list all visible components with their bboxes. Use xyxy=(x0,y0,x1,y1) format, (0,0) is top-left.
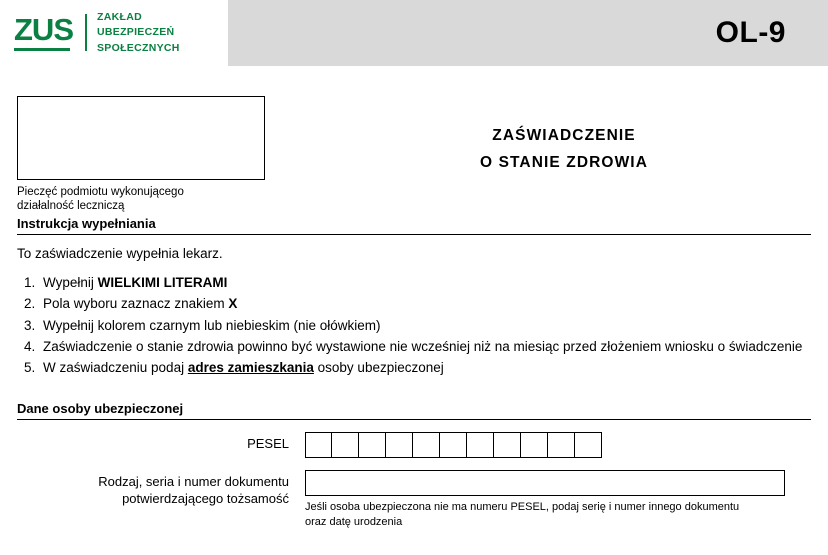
identity-document-note-line-1: Jeśli osoba ubezpieczona nie ma numeru PESEL, podaj serię i numer innego dokumentu xyxy=(305,501,740,514)
stamp-field[interactable] xyxy=(17,96,265,180)
instruction-bold-1: WIELKIMI LITERAMI xyxy=(97,275,228,290)
instruction-text-1: Wypełnij xyxy=(43,275,98,290)
list-item xyxy=(39,337,811,357)
instruction-text-5-suffix: osoby ubezpieczonej xyxy=(313,360,444,375)
pesel-cell[interactable] xyxy=(332,432,359,458)
stamp-caption-line-1: Pieczęć podmiotu wykonującego xyxy=(17,186,184,198)
page-title-line-1: ZAŚWIADCZENIE xyxy=(492,127,636,144)
instruction-text-5: W zaświadczeniu podaj xyxy=(43,360,188,375)
instructions-intro: To zaświadczenie wypełnia lekarz. xyxy=(17,246,223,261)
page-title-line-2: O STANIE ZDROWIA xyxy=(480,154,648,172)
list-item xyxy=(39,358,811,378)
institution-name xyxy=(97,10,180,56)
pesel-cell[interactable] xyxy=(548,432,575,458)
instruction-text-4: Zaświadczenie o stanie zdrowia powinno być wystawione nie wcześniej niż na miesiąc przed złożeniem wniosku o świadczenie xyxy=(43,338,803,354)
pesel-cell[interactable] xyxy=(440,432,467,458)
identity-document-input[interactable] xyxy=(305,470,785,496)
list-item xyxy=(39,273,811,293)
instructions-list xyxy=(17,273,811,378)
list-item xyxy=(39,316,811,336)
zus-logo-text: ZUS xyxy=(14,11,73,47)
institution-line-2: UBEZPIECZEŃ xyxy=(97,26,175,39)
pesel-input[interactable] xyxy=(305,432,602,458)
zus-logo-icon xyxy=(14,11,87,51)
pesel-row xyxy=(17,432,811,458)
pesel-cell[interactable] xyxy=(467,432,494,458)
pesel-cell[interactable] xyxy=(359,432,386,458)
pesel-cell[interactable] xyxy=(521,432,548,458)
instruction-text-2: Pola wyboru zaznacz znakiem xyxy=(43,296,229,312)
identity-document-field-wrap xyxy=(305,470,785,529)
pesel-cell[interactable] xyxy=(494,432,521,458)
identity-document-note xyxy=(305,500,785,529)
pesel-cell[interactable] xyxy=(305,432,332,458)
list-item xyxy=(39,294,811,314)
identity-document-label-line-2: potwierdzającego tożsamość xyxy=(122,491,289,507)
stamp-and-title-section xyxy=(0,66,828,216)
stamp-caption-line-2: działalność leczniczą xyxy=(17,200,125,213)
instruction-link-address: adres zamieszkania xyxy=(187,360,314,375)
identity-document-note-line-2: oraz datę urodzenia xyxy=(305,515,403,528)
identity-document-row xyxy=(17,470,811,529)
pesel-cell[interactable] xyxy=(575,432,602,458)
identity-document-label-line-1: Rodzaj, seria i numer dokumentu xyxy=(98,474,289,490)
instruction-text-3: Wypełnij kolorem czarnym lub niebieskim (nie ołówkiem) xyxy=(43,317,381,333)
pesel-label: PESEL xyxy=(247,436,289,452)
spacer xyxy=(0,379,828,401)
page-title xyxy=(330,122,798,176)
instructions-section xyxy=(17,216,811,378)
institution-line-3: SPOŁECZNYCH xyxy=(97,41,180,54)
form-code: OL-9 xyxy=(715,16,786,49)
instructions-heading: Instrukcja wypełniania xyxy=(17,216,811,235)
zus-logo-underline xyxy=(14,48,70,51)
pesel-cell[interactable] xyxy=(413,432,440,458)
insured-data-section xyxy=(17,401,811,529)
identity-document-label xyxy=(17,470,305,508)
form-header xyxy=(0,0,828,66)
logo-area xyxy=(0,0,228,66)
stamp-caption xyxy=(17,185,277,214)
institution-line-1: ZAKŁAD xyxy=(97,11,142,24)
instruction-bold-2: X xyxy=(228,296,238,312)
pesel-cell[interactable] xyxy=(386,432,413,458)
insured-data-heading: Dane osoby ubezpieczonej xyxy=(17,401,811,420)
